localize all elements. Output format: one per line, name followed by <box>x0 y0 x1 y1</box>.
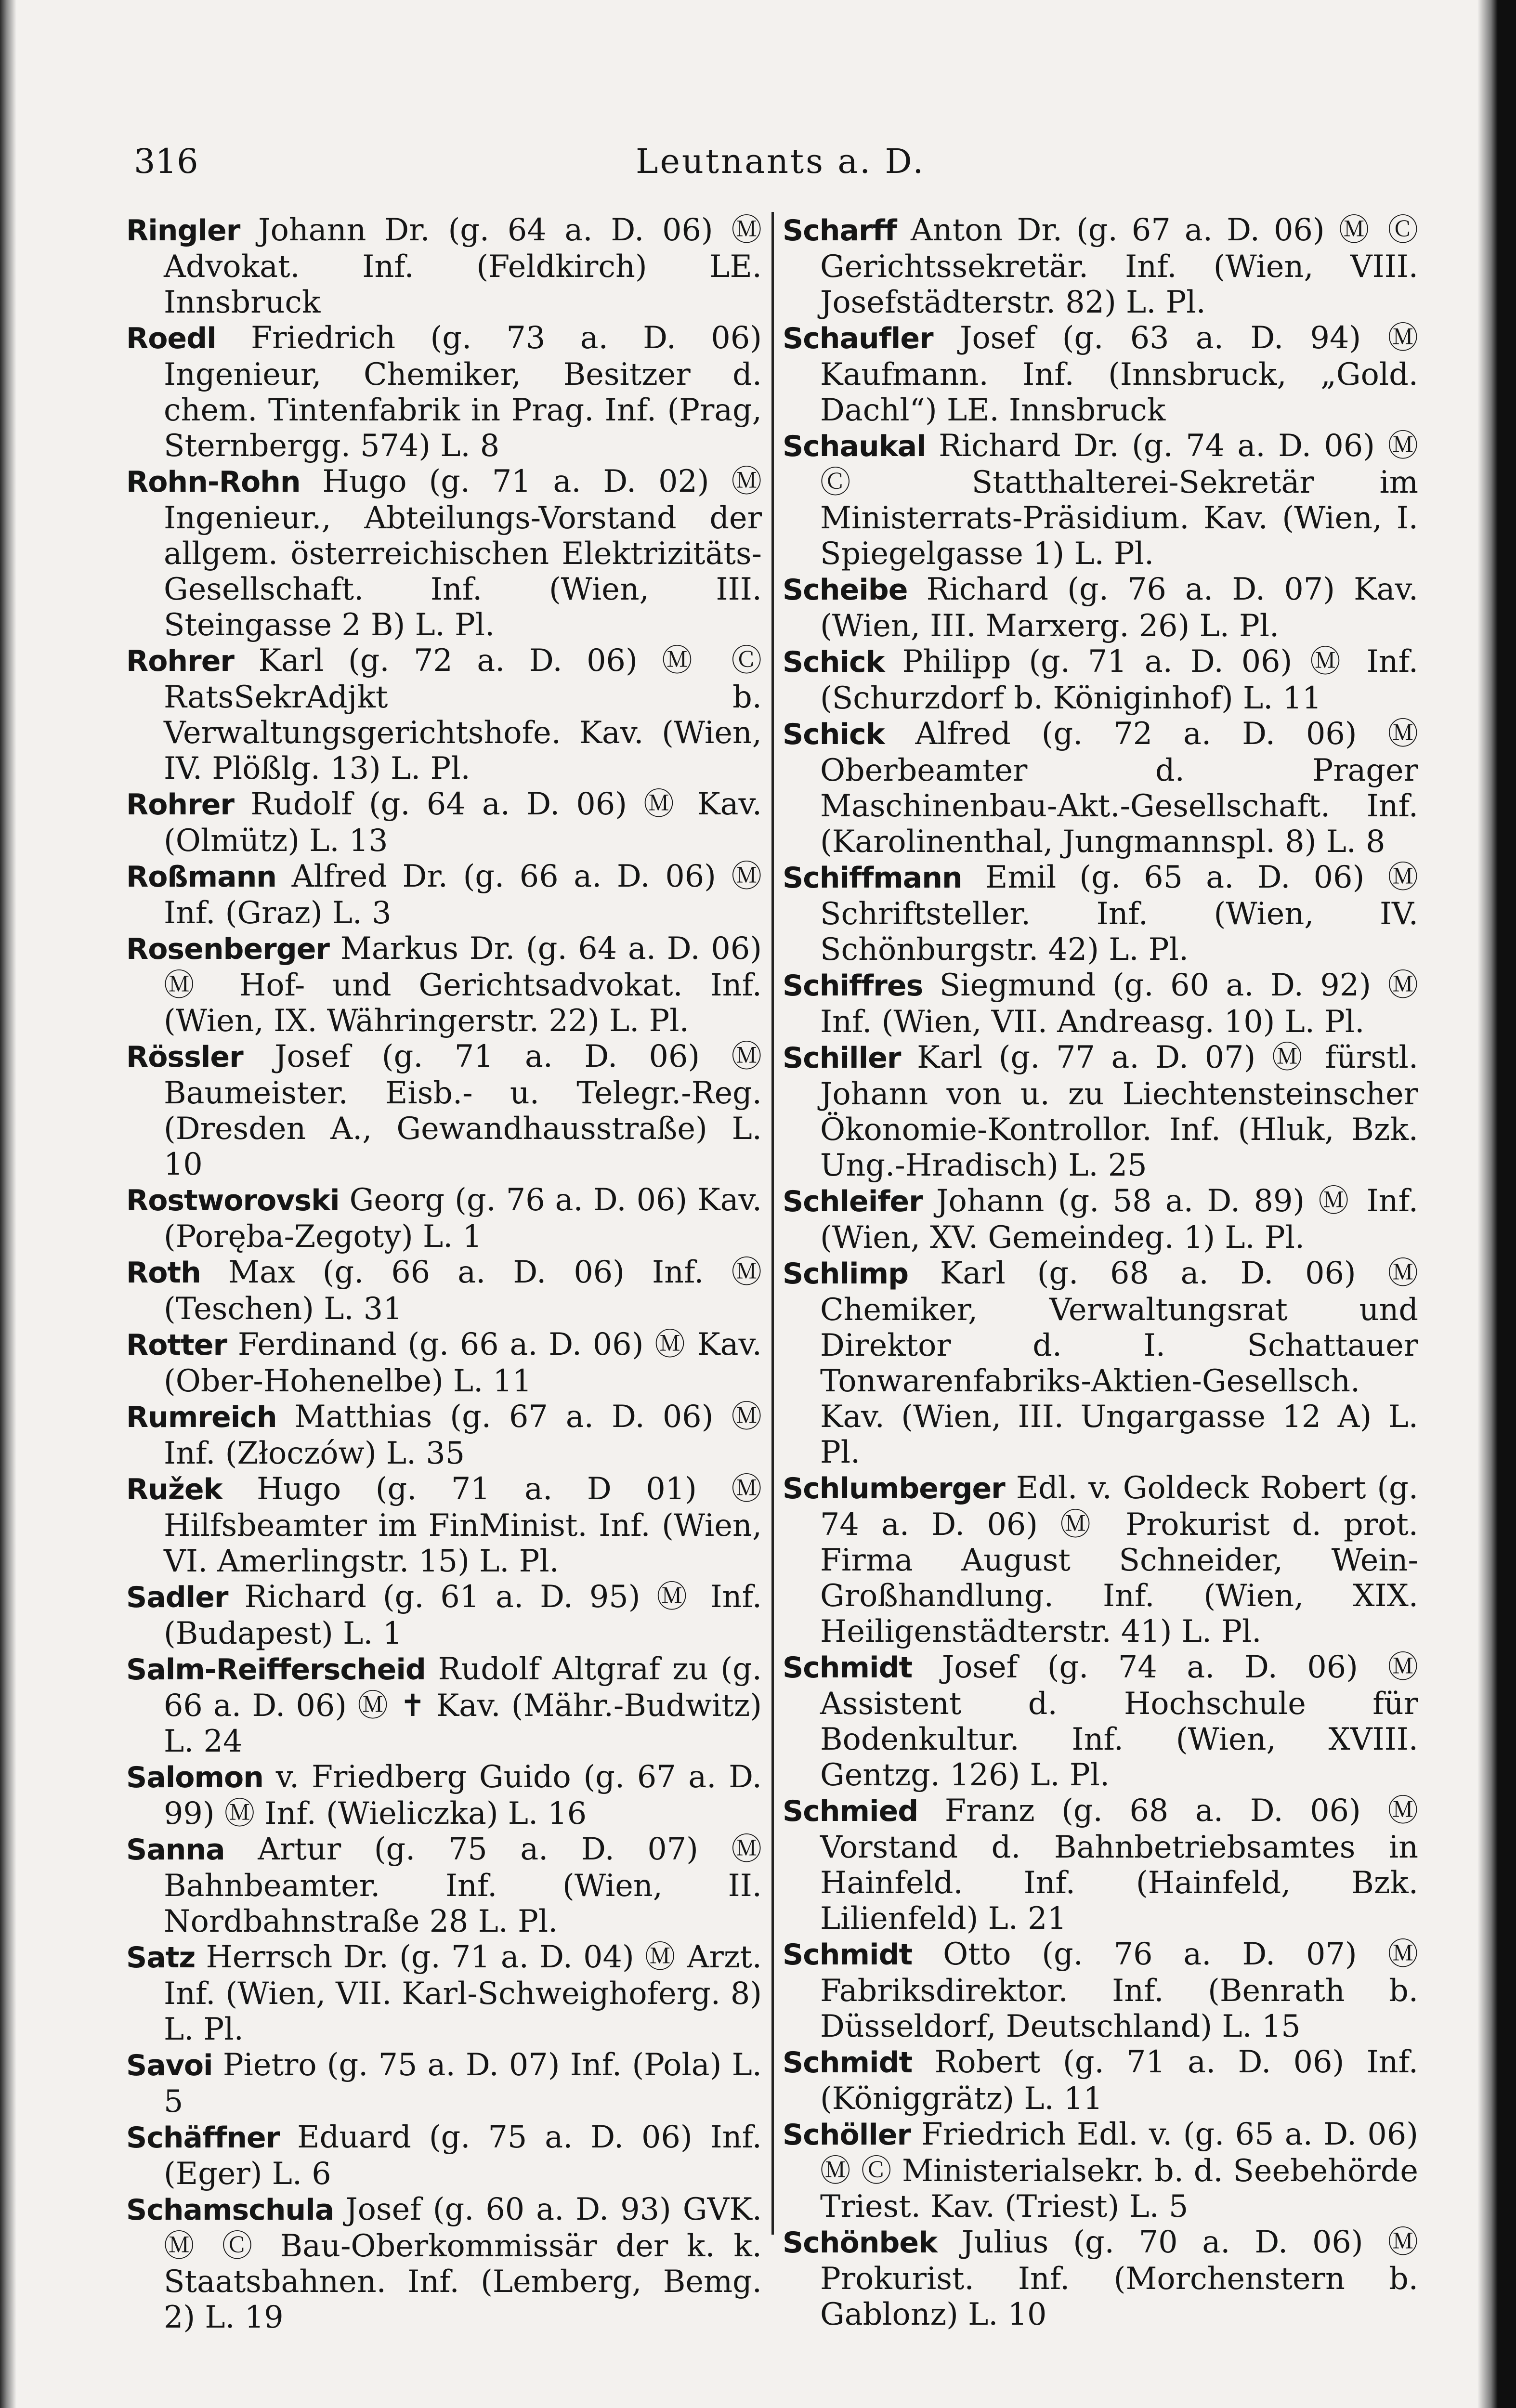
entry-surname: Rössler <box>126 1040 243 1074</box>
entry-details: Richard (g. 76 a. D. 07) Kav. (Wien, III. Marxerg. 26) L. Pl. <box>820 571 1419 643</box>
entry-surname: Schamschula <box>126 2193 334 2227</box>
entry-surname: Schönbek <box>783 2226 937 2260</box>
entry-details: Richard Dr. (g. 74 a. D. 06) Ⓜ Ⓒ Statthalterei-Sekretär im Ministerrats-Präsidium. Kav. (Wien, I. Spiegelgasse 1) L. Pl. <box>820 428 1418 571</box>
entry-details: Johann (g. 58 a. D. 89) Ⓜ Inf. (Wien, XV. Gemeindeg. 1) L. Pl. <box>820 1183 1418 1255</box>
entry-details: Karl (g. 72 a. D. 06) Ⓜ Ⓒ RatsSekrAdjkt b. Verwaltungsgerichtshofe. Kav. (Wien, IV. Plößlg. 13) L. Pl. <box>164 642 762 786</box>
page-number: 316 <box>134 142 198 181</box>
directory-entry <box>783 1255 1418 1470</box>
entry-details: Alfred (g. 72 a. D. 06) Ⓜ Oberbeamter d. Prager Maschinenbau-Akt.-Gesellschaft. Inf. (Karolinenthal, Jungmannspl. 8) L. 8 <box>820 716 1418 859</box>
entry-details: Rudolf (g. 64 a. D. 06) Ⓜ Kav. (Olmütz) L. 13 <box>164 786 762 858</box>
entry-surname: Schmidt <box>783 2046 913 2080</box>
entry-surname: Savoi <box>126 2049 213 2082</box>
directory-entry <box>783 1793 1418 1936</box>
directory-entry <box>126 212 762 320</box>
entry-surname: Schiller <box>783 1041 901 1075</box>
entry-surname: Ringler <box>126 214 240 248</box>
entry-details: Anton Dr. (g. 67 a. D. 06) Ⓜ Ⓒ Gerichtssekretär. Inf. (Wien, VIII. Josefstädterstr. 82) L. Pl. <box>820 212 1418 320</box>
entry-details: Hugo (g. 71 a. D. 02) Ⓜ Ingenieur., Abteilungs-Vorstand der allgem. österreichischen Elektrizitäts-Gesellschaft. Inf. (Wien, III. Steingasse 2 B) L. Pl. <box>164 463 762 642</box>
directory-entry <box>126 1831 762 1939</box>
entry-details: Julius (g. 70 a. D. 06) Ⓜ Prokurist. Inf. (Morchenstern b. Gablonz) L. 10 <box>820 2224 1418 2332</box>
column-divider <box>771 212 774 2235</box>
directory-entry <box>126 1326 762 1399</box>
directory-entry <box>126 2047 762 2119</box>
entry-surname: Schäffner <box>126 2121 280 2155</box>
entry-details: Pietro (g. 75 a. D. 07) Inf. (Pola) L. 5 <box>164 2047 762 2119</box>
directory-entry <box>126 1254 762 1326</box>
directory-entry <box>783 2044 1418 2116</box>
entry-details: Matthias (g. 67 a. D. 06) Ⓜ Inf. (Złoczów) L. 35 <box>164 1399 762 1471</box>
entry-surname: Sanna <box>126 1833 225 1867</box>
entry-details: Hugo (g. 71 a. D 01) Ⓜ Hilfsbeamter im FinMinist. Inf. (Wien, VI. Amerlingstr. 15) L. Pl. <box>164 1471 762 1579</box>
left-column <box>126 212 762 2335</box>
right-column <box>783 212 1418 2332</box>
entry-details: Eduard (g. 75 a. D. 06) Inf. (Eger) L. 6 <box>164 2119 762 2191</box>
entry-details: Artur (g. 75 a. D. 07) Ⓜ Bahnbeamter. Inf. (Wien, II. Nordbahnstraße 28 L. Pl. <box>164 1831 762 1939</box>
entry-details: Alfred Dr. (g. 66 a. D. 06) Ⓜ Inf. (Graz) L. 3 <box>164 858 762 930</box>
entry-surname: Satz <box>126 1941 196 1975</box>
entry-details: Johann Dr. (g. 64 a. D. 06) Ⓜ Advokat. Inf. (Feldkirch) LE. Innsbruck <box>164 212 762 320</box>
directory-entry <box>126 1182 762 1254</box>
entry-details: Philipp (g. 71 a. D. 06) Ⓜ Inf. (Schurzdorf b. Königinhof) L. 11 <box>820 643 1419 716</box>
directory-entry <box>126 463 762 642</box>
entry-surname: Schlimp <box>783 1257 909 1291</box>
directory-entry <box>783 1936 1418 2044</box>
directory-entry <box>783 1470 1418 1649</box>
entry-details: Richard (g. 61 a. D. 95) Ⓜ Inf. (Budapest) L. 1 <box>164 1579 762 1651</box>
page-edge-right <box>1477 0 1516 2408</box>
directory-entry <box>126 1939 762 2047</box>
directory-entry <box>783 571 1418 643</box>
directory-entry <box>783 2224 1418 2332</box>
directory-entry <box>126 930 762 1038</box>
entry-surname: Scheibe <box>783 573 908 607</box>
entry-surname: Schaufler <box>783 322 933 355</box>
entry-surname: Salomon <box>126 1761 263 1794</box>
entry-details: Josef (g. 71 a. D. 06) Ⓜ Baumeister. Eisb.- u. Telegr.-Reg. (Dresden A., Gewandhausstraße) L. 10 <box>164 1038 762 1182</box>
directory-entry <box>783 320 1418 428</box>
entry-surname: Rohrer <box>126 788 235 822</box>
entry-surname: Schiffres <box>783 969 923 1003</box>
directory-entry <box>783 1039 1418 1183</box>
entry-surname: Rostworovski <box>126 1184 340 1217</box>
entry-surname: Ružek <box>126 1473 222 1506</box>
directory-entry <box>126 642 762 786</box>
running-title: Leutnants a. D. <box>636 142 926 181</box>
entry-details: Karl (g. 77 a. D. 07) Ⓜ fürstl. Johann von u. zu Liechtensteinscher Ökonomie-Kontrollor. Inf. (Hluk, Bzk. Ung.-Hradisch) L. 25 <box>820 1039 1418 1183</box>
entry-surname: Roedl <box>126 322 216 355</box>
entry-details: Josef (g. 60 a. D. 93) GVK. Ⓜ Ⓒ Bau-Oberkommissär der k. k. Staatsbahnen. Inf. (Lemberg, Bemg. 2) L. 19 <box>164 2191 762 2335</box>
directory-entry <box>783 643 1418 716</box>
entry-details: Markus Dr. (g. 64 a. D. 06) Ⓜ Hof- und Gerichtsadvokat. Inf. (Wien, IX. Währingerstr. 22) L. Pl. <box>164 930 762 1038</box>
directory-entry <box>783 859 1418 967</box>
directory-entry <box>126 1651 762 1759</box>
entry-surname: Rohrer <box>126 644 235 678</box>
directory-entry <box>126 1759 762 1831</box>
entry-details: Robert (g. 71 a. D. 06) Inf. (Königgrätz) L. 11 <box>820 2044 1419 2116</box>
entry-surname: Rotter <box>126 1328 227 1362</box>
entry-details: Georg (g. 76 a. D. 06) Kav. (Poręba-Zegoty) L. 1 <box>164 1182 762 1254</box>
directory-entry <box>783 716 1418 859</box>
entry-surname: Schick <box>783 645 885 679</box>
entry-surname: Rosenberger <box>126 932 330 966</box>
directory-entry <box>783 428 1418 571</box>
entry-surname: Rumreich <box>126 1400 277 1434</box>
entry-surname: Schmied <box>783 1794 918 1828</box>
entry-surname: Schmidt <box>783 1938 913 1972</box>
entry-surname: Rohn-Rohn <box>126 465 301 499</box>
directory-entry <box>783 1183 1418 1255</box>
directory-entry <box>783 2116 1418 2224</box>
page-header <box>0 137 1516 190</box>
entry-details: Ferdinand (g. 66 a. D. 06) Ⓜ Kav. (Ober-Hohenelbe) L. 11 <box>164 1326 762 1399</box>
directory-entry <box>126 1471 762 1579</box>
directory-entry <box>126 2191 762 2335</box>
entry-details: Otto (g. 76 a. D. 07) Ⓜ Fabriksdirektor. Inf. (Benrath b. Düsseldorf, Deutschland) L. 15 <box>820 1936 1418 2044</box>
entry-details: Friedrich (g. 73 a. D. 06) Ingenieur, Chemiker, Besitzer d. chem. Tintenfabrik in Prag. Inf. (Prag, Sternbergg. 574) L. 8 <box>164 320 762 463</box>
directory-entry <box>126 786 762 858</box>
entry-details: Friedrich Edl. v. (g. 65 a. D. 06) Ⓜ Ⓒ Ministerialsekr. b. d. Seebehörde Triest. Kav. (Triest) L. 5 <box>820 2116 1419 2224</box>
entry-surname: Schlumberger <box>783 1472 1005 1505</box>
page-edge-left <box>0 0 16 2408</box>
directory-entry <box>126 1038 762 1182</box>
directory-entry <box>126 1399 762 1471</box>
entry-surname: Salm-Reifferscheid <box>126 1653 426 1687</box>
entry-details: Rudolf Altgraf zu (g. 66 a. D. 06) Ⓜ ✝ Kav. (Mähr.-Budwitz) L. 24 <box>164 1651 762 1759</box>
directory-entry <box>783 212 1418 320</box>
entry-details: Max (g. 66 a. D. 06) Inf. Ⓜ (Teschen) L. 31 <box>164 1254 762 1326</box>
entry-surname: Roßmann <box>126 860 277 894</box>
entry-surname: Schaukal <box>783 430 926 463</box>
entry-details: Emil (g. 65 a. D. 06) Ⓜ Schriftsteller. Inf. (Wien, IV. Schönburgstr. 42) L. Pl. <box>820 859 1418 967</box>
entry-details: Siegmund (g. 60 a. D. 92) Ⓜ Inf. (Wien, VII. Andreasg. 10) L. Pl. <box>820 967 1418 1039</box>
entry-details: v. Friedberg Guido (g. 67 a. D. 99) Ⓜ Inf. (Wieliczka) L. 16 <box>164 1759 762 1831</box>
directory-entry <box>126 858 762 930</box>
entry-surname: Schleifer <box>783 1185 923 1218</box>
entry-surname: Roth <box>126 1256 201 1290</box>
directory-entry <box>126 1579 762 1651</box>
entry-details: Karl (g. 68 a. D. 06) Ⓜ Chemiker, Verwaltungsrat und Direktor d. I. Schattauer Tonwarenfabriks-Aktien-Gesellsch. Kav. (Wien, III. Ungargasse 12 A) L. Pl. <box>820 1255 1418 1470</box>
directory-entry <box>783 967 1418 1039</box>
entry-surname: Schöller <box>783 2118 911 2152</box>
directory-entry <box>783 1649 1418 1793</box>
directory-entry <box>126 2119 762 2191</box>
entry-details: Franz (g. 68 a. D. 06) Ⓜ Vorstand d. Bahnbetriebsamtes in Hainfeld. Inf. (Hainfeld, Bzk. Lilienfeld) L. 21 <box>820 1793 1419 1936</box>
entry-surname: Schmidt <box>783 1651 913 1685</box>
entry-details: Josef (g. 63 a. D. 94) Ⓜ Kaufmann. Inf. (Innsbruck, „Gold. Dachl“) LE. Innsbruck <box>820 320 1418 428</box>
entry-details: Josef (g. 74 a. D. 06) Ⓜ Assistent d. Hochschule für Bodenkultur. Inf. (Wien, XVIII. Gentzg. 126) L. Pl. <box>820 1649 1419 1793</box>
entry-surname: Scharff <box>783 214 897 248</box>
entry-details: Herrsch Dr. (g. 71 a. D. 04) Ⓜ Arzt. Inf. (Wien, VII. Karl-Schweighoferg. 8) L. Pl. <box>164 1939 762 2047</box>
entry-surname: Schick <box>783 718 885 751</box>
entry-surname: Sadler <box>126 1581 228 1614</box>
directory-entry <box>126 320 762 463</box>
entry-surname: Schiffmann <box>783 861 962 895</box>
entry-details: Edl. v. Goldeck Robert (g. 74 a. D. 06) Ⓜ Prokurist d. prot. Firma August Schneider, Wein-Großhandlung. Inf. (Wien, XIX. Heiligenstädterstr. 41) L. Pl. <box>820 1470 1419 1649</box>
